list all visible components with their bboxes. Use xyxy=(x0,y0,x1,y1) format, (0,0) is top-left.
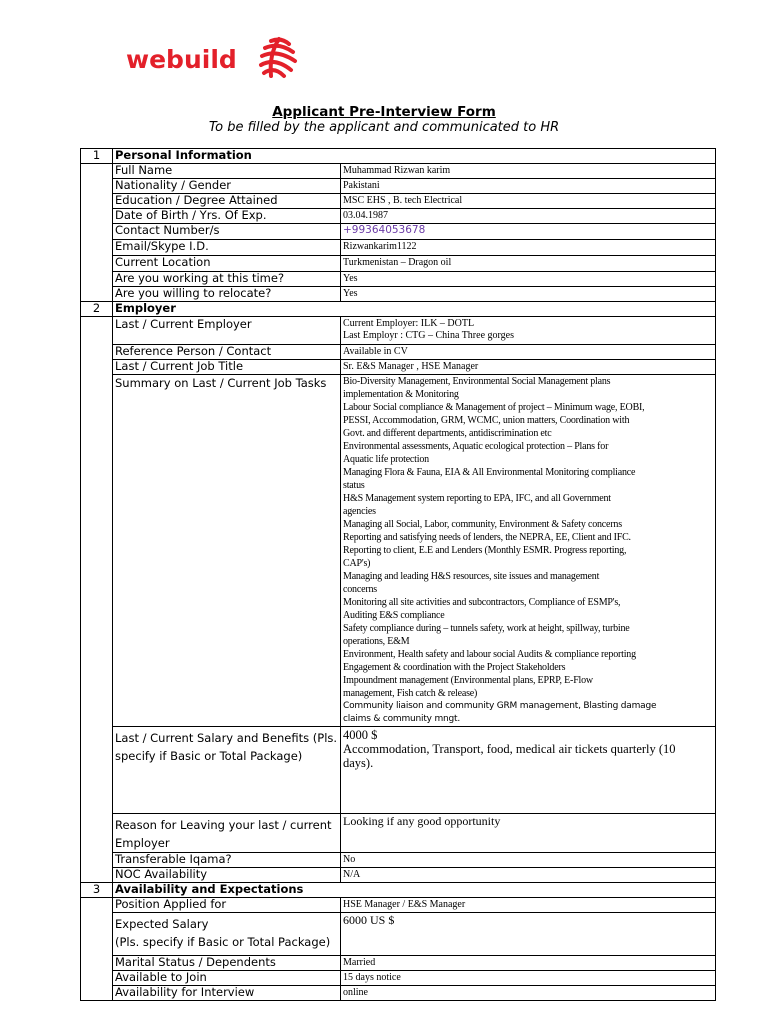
section-header-row xyxy=(81,883,716,898)
task-line: implementation & Monitoring xyxy=(343,389,459,400)
applicant-form-table xyxy=(80,148,716,1001)
form-row xyxy=(81,345,716,360)
section-header-row xyxy=(81,149,716,164)
reason-field[interactable]: Looking if any good opportunity xyxy=(341,814,716,853)
number-cell xyxy=(81,164,113,302)
field-label: Last / Current Employer xyxy=(113,317,341,345)
section-title: Employer xyxy=(113,302,716,317)
value-line: 4000 $ xyxy=(343,728,378,742)
dob-field[interactable]: 03.04.1987 xyxy=(341,209,716,224)
task-line: Environment, Health safety and labour social Audits & compliance reporting xyxy=(343,649,636,660)
task-line: operations, E&M xyxy=(343,636,410,647)
task-line: CAP's) xyxy=(343,558,371,569)
form-row xyxy=(81,164,716,179)
task-line: Impoundment management (Environmental plans, EPRP, E-Flow xyxy=(343,675,593,686)
education-field[interactable]: MSC EHS , B. tech Electrical xyxy=(341,194,716,209)
task-line: Bio-Diversity Management, Environmental Social Management plans xyxy=(343,376,611,387)
label-line: Expected Salary xyxy=(115,917,209,931)
task-line: Auditing E&S compliance xyxy=(343,610,445,621)
label-line: Last / Current Salary and Benefits (Pls. xyxy=(115,731,338,745)
section-number: 3 xyxy=(81,883,113,898)
form-row xyxy=(81,986,716,1001)
number-cell xyxy=(81,898,113,1001)
field-label: Education / Degree Attained xyxy=(113,194,341,209)
task-line: Managing all Social, Labor, community, Environment & Safety concerns xyxy=(343,519,622,530)
field-label: Email/Skype I.D. xyxy=(113,240,341,256)
form-row xyxy=(81,956,716,971)
field-label: Contact Number/s xyxy=(113,224,341,240)
task-line: Community liaison and community GRM management, Blasting damage xyxy=(343,701,657,711)
field-label: Are you working at this time? xyxy=(113,272,341,287)
noc-field[interactable]: N/A xyxy=(341,868,716,883)
field-label xyxy=(113,814,341,853)
full-name-field[interactable]: Muhammad Rizwan karim xyxy=(341,164,716,179)
form-row xyxy=(81,898,716,913)
field-label: NOC Availability xyxy=(113,868,341,883)
task-line: Managing and leading H&S resources, site issues and management xyxy=(343,571,600,582)
section-number: 2 xyxy=(81,302,113,317)
email-field[interactable]: Rizwankarim1122 xyxy=(341,240,716,256)
field-label: Position Applied for xyxy=(113,898,341,913)
working-field[interactable]: Yes xyxy=(341,272,716,287)
form-row xyxy=(81,868,716,883)
form-row xyxy=(81,360,716,375)
nationality-field[interactable]: Pakistani xyxy=(341,179,716,194)
task-line: Engagement & coordination with the Project Stakeholders xyxy=(343,662,566,673)
label-line: specify if Basic or Total Package) xyxy=(115,749,303,763)
tasks-lines xyxy=(343,375,713,700)
job-title-field[interactable]: Sr. E&S Manager , HSE Manager xyxy=(341,360,716,375)
field-label: Date of Birth / Yrs. Of Exp. xyxy=(113,209,341,224)
label-line: Employer xyxy=(115,836,170,850)
field-label xyxy=(113,727,341,814)
job-tasks-field[interactable] xyxy=(341,375,716,727)
logo-text: webuild xyxy=(126,45,237,74)
task-line: claims & community mngt. xyxy=(343,714,461,724)
field-label: Current Location xyxy=(113,256,341,272)
form-row xyxy=(81,272,716,287)
task-line: Environmental assessments, Aquatic ecological protection – Plans for xyxy=(343,441,609,452)
task-line: H&S Management system reporting to EPA, IFC, and all Government xyxy=(343,493,611,504)
form-row xyxy=(81,179,716,194)
task-line: Govt. and different departments, antidiscrimination etc xyxy=(343,428,552,439)
form-row xyxy=(81,209,716,224)
form-row xyxy=(81,194,716,209)
field-label: Summary on Last / Current Job Tasks xyxy=(113,375,341,727)
task-line: Reporting to client, E.E and Lenders (Monthly ESMR. Progress reporting, xyxy=(343,545,627,556)
form-row xyxy=(81,256,716,272)
marital-field[interactable]: Married xyxy=(341,956,716,971)
field-label: Marital Status / Dependents xyxy=(113,956,341,971)
form-row xyxy=(81,913,716,956)
field-label: Are you willing to relocate? xyxy=(113,287,341,302)
task-line: Managing Flora & Fauna, EIA & All Environmental Monitoring compliance xyxy=(343,467,636,478)
position-field[interactable]: HSE Manager / E&S Manager xyxy=(341,898,716,913)
value-line: Current Employer: ILK – DOTL xyxy=(343,318,475,329)
task-line: Aquatic life protection xyxy=(343,454,429,465)
task-line: status xyxy=(343,480,365,491)
form-row xyxy=(81,814,716,853)
tasks-small-lines xyxy=(343,700,713,726)
label-line: (Pls. specify if Basic or Total Package) xyxy=(115,935,331,949)
iqama-field[interactable]: No xyxy=(341,853,716,868)
section-number: 1 xyxy=(81,149,113,164)
expected-salary-field[interactable]: 6000 US $ xyxy=(341,913,716,956)
field-label: Available to Join xyxy=(113,971,341,986)
section-header-row xyxy=(81,302,716,317)
field-label: Last / Current Job Title xyxy=(113,360,341,375)
form-row xyxy=(81,727,716,814)
form-title: Applicant Pre-Interview Form xyxy=(272,104,496,120)
label-line: Reason for Leaving your last / current xyxy=(115,818,332,832)
value-line: days). xyxy=(343,756,374,770)
field-label xyxy=(113,913,341,956)
task-line: Monitoring all site activities and subcontractors, Compliance of ESMP's, xyxy=(343,597,621,608)
location-field[interactable]: Turkmenistan – Dragon oil xyxy=(341,256,716,272)
form-subtitle: To be filled by the applicant and communicated to HR xyxy=(208,120,560,135)
task-line: Safety compliance during – tunnels safety, work at height, spillway, turbine xyxy=(343,623,630,634)
number-cell xyxy=(81,317,113,883)
field-label: Transferable Iqama? xyxy=(113,853,341,868)
task-line: PESSI, Accommodation, GRM, WCMC, union matters, Coordination with xyxy=(343,415,630,426)
field-label: Availability for Interview xyxy=(113,986,341,1001)
field-label: Nationality / Gender xyxy=(113,179,341,194)
salary-field[interactable] xyxy=(341,727,716,814)
contact-field[interactable] xyxy=(341,224,716,240)
form-row xyxy=(81,240,716,256)
relocate-field[interactable]: Yes xyxy=(341,287,716,302)
form-row xyxy=(81,224,716,240)
task-line: agencies xyxy=(343,506,376,517)
task-line: concerns xyxy=(343,584,377,595)
form-row xyxy=(81,853,716,868)
form-row xyxy=(81,375,716,727)
form-row xyxy=(81,287,716,302)
join-field[interactable]: 15 days notice xyxy=(341,971,716,986)
last-employer-field[interactable] xyxy=(341,317,716,345)
task-line: Reporting and satisfying needs of lenders, the NEPRA, EE, Client and IFC. xyxy=(343,532,631,543)
section-title: Personal Information xyxy=(113,149,716,164)
contact-number-link[interactable]: +99364053678 xyxy=(343,224,426,236)
value-line: Accommodation, Transport, food, medical air tickets quarterly (10 xyxy=(343,742,676,756)
interview-field[interactable]: online xyxy=(341,986,716,1001)
reference-field[interactable]: Available in CV xyxy=(341,345,716,360)
form-row xyxy=(81,317,716,345)
value-line: Last Employr : CTG – China Three gorges xyxy=(343,330,514,341)
task-line: Labour Social compliance & Management of project – Minimum wage, EOBI, xyxy=(343,402,645,413)
field-label: Reference Person / Contact xyxy=(113,345,341,360)
task-line: management, Fish catch & release) xyxy=(343,688,478,699)
section-title: Availability and Expectations xyxy=(113,883,716,898)
webuild-mark-icon xyxy=(257,36,299,80)
form-row xyxy=(81,971,716,986)
field-label: Full Name xyxy=(113,164,341,179)
